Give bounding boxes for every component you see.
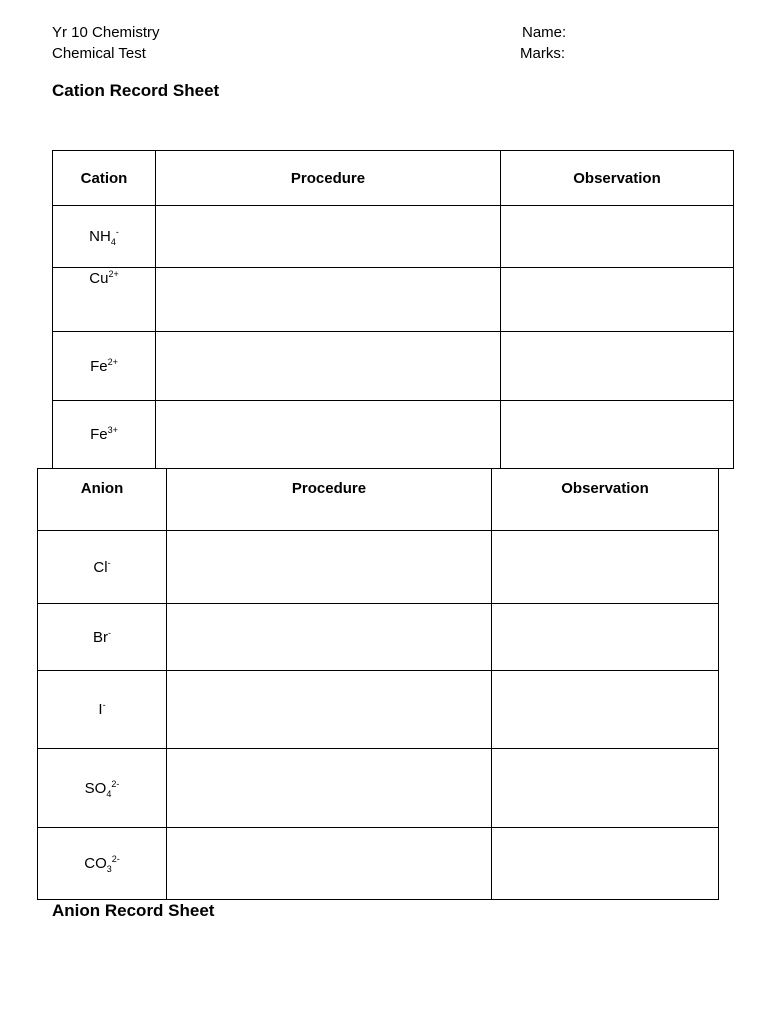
ion-cell [53,401,156,469]
anion-record-title: Anion Record Sheet [52,901,215,920]
table-row [53,401,734,469]
ion-cell [38,604,167,671]
cation-record-title: Cation Record Sheet [52,81,220,100]
course-title: Yr 10 Chemistry [52,24,160,41]
ion-formula: $Fe^{2+}$ [90,356,118,375]
cation-table [52,150,734,469]
observation-cell[interactable] [492,671,719,749]
table-row [38,531,719,604]
table-row [38,828,719,900]
procedure-cell[interactable] [156,332,501,401]
anion-header-row [38,469,719,531]
procedure-column-header: Procedure [167,469,492,531]
cation-column-header: Cation [53,151,156,206]
observation-cell[interactable] [501,206,734,268]
observation-cell[interactable] [501,268,734,332]
procedure-cell[interactable] [167,531,492,604]
ion-formula: Cl- [93,557,111,576]
procedure-cell[interactable] [167,604,492,671]
marks-label: Marks: [520,45,565,62]
ion-cell [53,206,156,268]
observation-column-header: Observation [492,469,719,531]
ion-formula: I- [98,700,106,718]
table-row [53,206,734,268]
ion-cell [38,671,167,749]
procedure-cell[interactable] [156,268,501,332]
observation-cell[interactable] [492,531,719,604]
procedure-cell[interactable] [167,828,492,900]
ion-cell [53,332,156,401]
observation-column-header: Observation [501,151,734,206]
ion-formula: $Cu^{2+}$ [89,269,119,287]
ion-formula: $CO_3^{2-}$ [84,854,120,874]
table-row [38,671,719,749]
table-row [38,604,719,671]
anion-table [37,468,719,900]
ion-cell [38,749,167,828]
procedure-cell[interactable] [156,206,501,268]
ion-cell [53,268,156,332]
procedure-cell[interactable] [156,401,501,469]
ion-formula: $SO_4^{2-}$ [84,778,120,799]
test-title: Chemical Test [52,45,146,62]
procedure-cell[interactable] [167,749,492,828]
table-row [53,268,734,332]
observation-cell[interactable] [492,828,719,900]
observation-cell[interactable] [492,749,719,828]
name-label: Name: [522,24,567,41]
ion-cell [38,531,167,604]
ion-cell [38,828,167,900]
table-row [53,332,734,401]
procedure-cell[interactable] [167,671,492,749]
table-row [38,749,719,828]
observation-cell[interactable] [501,401,734,469]
cation-header-row [53,151,734,206]
observation-cell[interactable] [492,604,719,671]
ion-formula: $NH_4^-$ [89,227,119,247]
observation-cell[interactable] [501,332,734,401]
anion-column-header: Anion [38,469,167,531]
ion-formula: Br- [93,627,111,646]
ion-formula: $Fe^{3+}$ [90,425,118,443]
procedure-column-header: Procedure [156,151,501,206]
